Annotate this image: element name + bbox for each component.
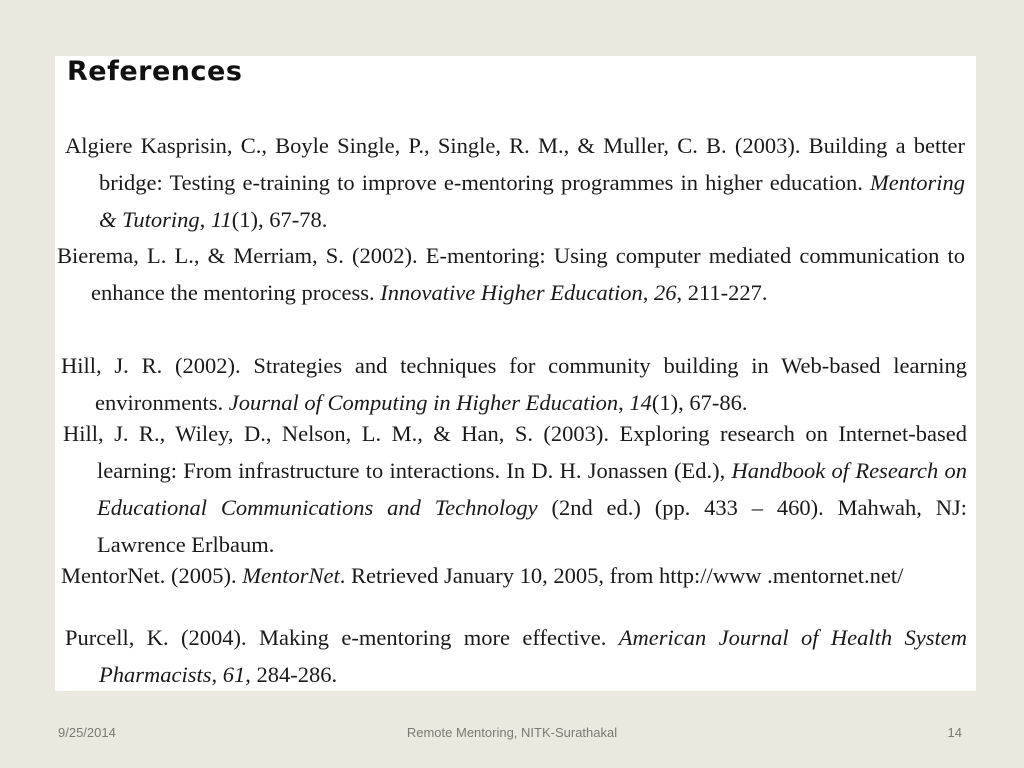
reference-item: Bierema, L. L., & Merriam, S. (2002). E-mentoring: Using computer mediated communication to enhance the mentoring process. Innovative Higher Education, 26, 211-227. — [57, 243, 965, 305]
reference-item: Algiere Kasprisin, C., Boyle Single, P., Single, R. M., & Muller, C. B. (2003). Building a better bridge: Testing e-training to improve e-mentoring programmes in higher education. Mentoring & Tutoring, 11(1), 67-78. — [65, 133, 965, 232]
reference-item: Purcell, K. (2004). Making e-mentoring more effective. American Journal of Health System Pharmacists, 61, 284-286. — [65, 625, 967, 687]
references-heading: References — [67, 56, 243, 87]
footer-date: 9/25/2014 — [58, 725, 116, 740]
reference-page-image — [55, 56, 976, 691]
reference-item: Hill, J. R., Wiley, D., Nelson, L. M., & Han, S. (2003). Exploring research on Internet-based learning: From infrastructure to interactions. In D. H. Jonassen (Ed.), Handbook of Research on Educational Communications and Technology (2nd ed.) (pp. 433 – 460). Mahwah, NJ: Lawrence Erlbaum. — [63, 421, 967, 557]
footer-title: Remote Mentoring, NITK-Surathakal — [406, 725, 618, 740]
reference-item: MentorNet. (2005). MentorNet. Retrieved January 10, 2005, from http://www .mentornet.net/ — [61, 563, 904, 588]
reference-item: Hill, J. R. (2002). Strategies and techniques for community building in Web-based learning environments. Journal of Computing in Higher Education, 14(1), 67-86. — [61, 353, 967, 415]
slide-number: 14 — [947, 725, 962, 740]
